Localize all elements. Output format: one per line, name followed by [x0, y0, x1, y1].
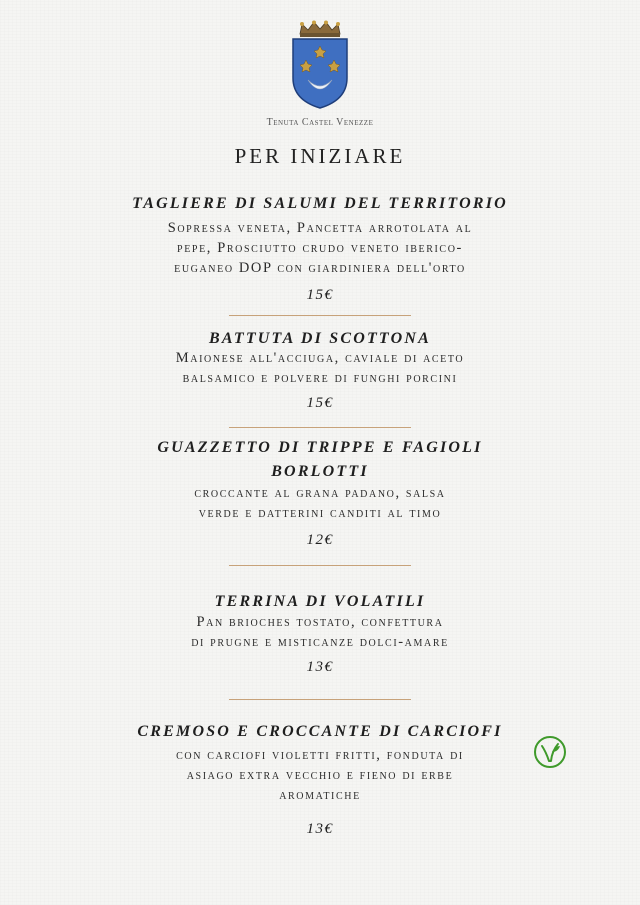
section-title: PER INIZIARE [234, 144, 406, 168]
vegetarian-icon [533, 735, 567, 769]
dish-description: con carciofi violetti fritti, fonduta di asiago extra vecchio e fieno di erbe aromatiche [176, 747, 464, 803]
brand-name: Tenuta Castel Venezze [266, 117, 374, 128]
divider [229, 565, 411, 566]
dish-title: TERRINA DI VOLATILI [214, 593, 426, 610]
dish-title: GUAZZETTO DI TRIPPE E FAGIOLI BORLOTTI [157, 439, 483, 480]
divider [229, 699, 411, 700]
divider [229, 427, 411, 428]
dish-description: Maionese all'acciuga, caviale di aceto balsamico e polvere di funghi porcini [175, 350, 465, 386]
dish-description: Sopressa veneta, Pancetta arrotolata al pepe, Prosciutto crudo veneto iberico- euganeo DOP con giardiniera dell'orto [167, 220, 473, 276]
dish-price: 12€ [306, 532, 334, 548]
dish-description: croccante al grana padano, salsa verde e datterini canditi al timo [194, 485, 446, 521]
dish-title: TAGLIERE DI SALUMI DEL TERRITORIO [132, 195, 508, 212]
coat-of-arms-icon [288, 20, 352, 112]
divider [229, 315, 411, 316]
dish-title: CREMOSO E CROCCANTE DI CARCIOFI [137, 723, 503, 740]
dish-price: 13€ [306, 659, 334, 675]
dish-title: BATTUTA DI SCOTTONA [209, 330, 431, 347]
dish-price: 15€ [306, 395, 334, 411]
dish-price: 13€ [306, 821, 334, 837]
dish-price: 15€ [306, 287, 334, 303]
dish-description: Pan brioches tostato, confettura di prugne e misticanze dolci-amare [191, 614, 449, 650]
